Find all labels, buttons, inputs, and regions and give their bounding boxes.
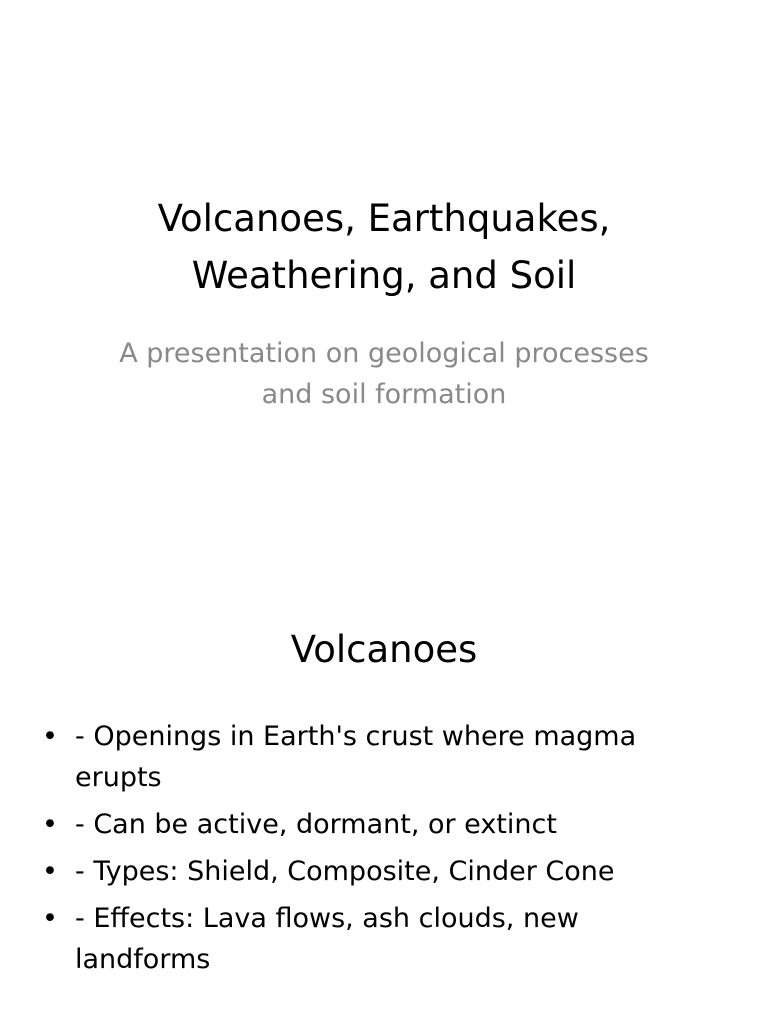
content-slide-volcanoes — [0, 512, 768, 1024]
list-item — [40, 851, 680, 892]
slide-title: Volcanoes — [290, 628, 478, 671]
bullet-icon: • — [42, 721, 58, 752]
bullet-text: - Can be active, dormant, or extinct — [75, 809, 557, 840]
bullet-icon: • — [42, 903, 58, 934]
slide-title: Volcanoes, Earthquakes, Weathering, and Soil — [157, 197, 611, 297]
list-item — [40, 804, 680, 845]
bullet-text: - Types: Shield, Composite, Cinder Cone — [75, 856, 615, 887]
bullet-icon: • — [42, 809, 58, 840]
bullet-text: - Openings in Earth's crust where magma erupts — [75, 721, 637, 793]
bullet-text: - Effects: Lava flows, ash clouds, new landforms — [75, 903, 579, 975]
bullet-icon: • — [42, 856, 58, 887]
list-item — [40, 716, 680, 798]
slide-subtitle: A presentation on geological processes and soil formation — [119, 338, 649, 410]
bullet-list — [40, 716, 680, 986]
list-item — [40, 898, 680, 980]
